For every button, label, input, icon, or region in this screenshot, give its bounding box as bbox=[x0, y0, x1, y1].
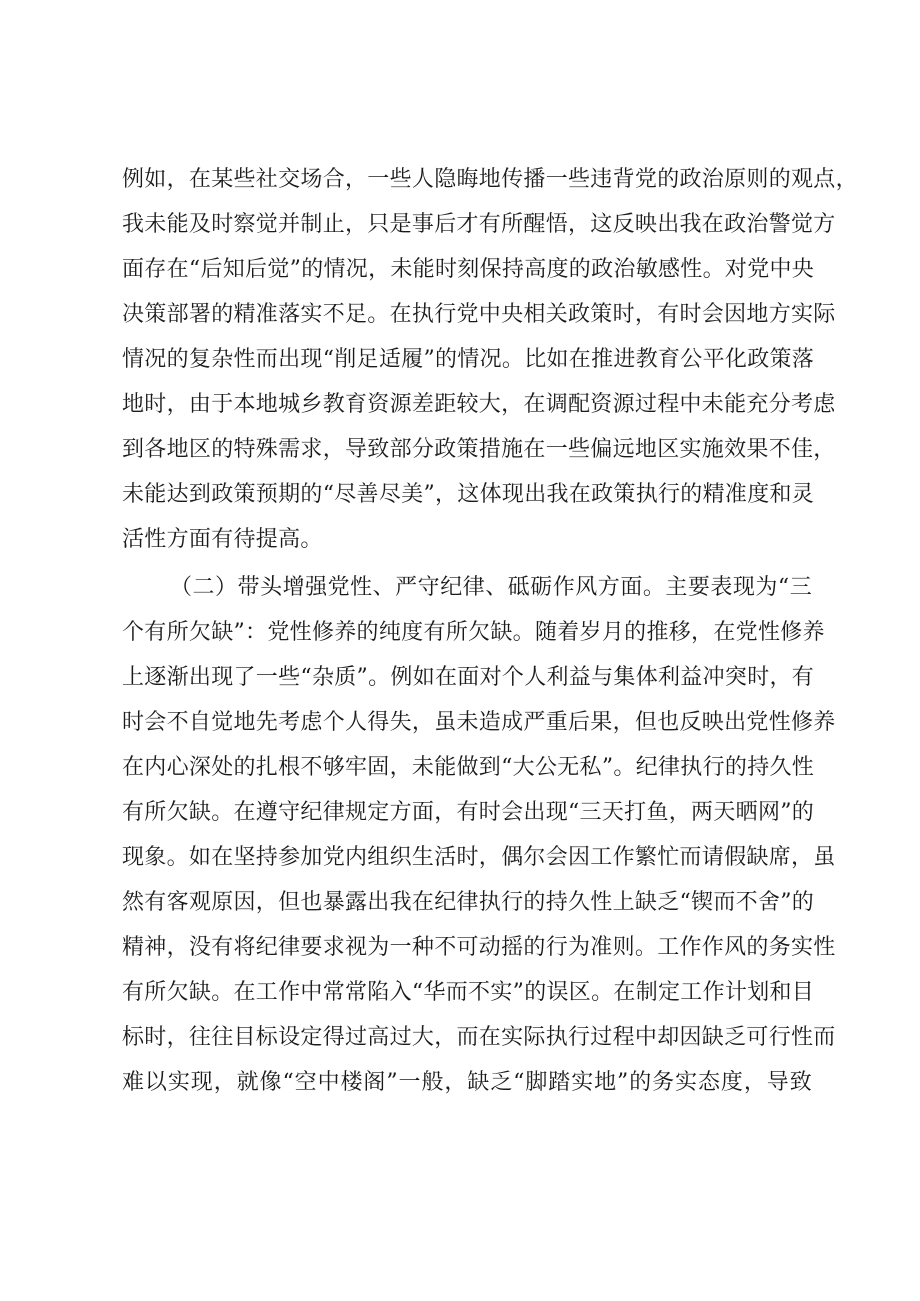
text-line: 然有客观原因，但也暴露出我在纪律执行的持久性上缺乏“锲而不舍”的 bbox=[122, 890, 815, 915]
text-line: 难以实现，就像“空中楼阁”一般，缺乏“脚踏实地”的务实态度，导致 bbox=[122, 1070, 812, 1095]
section-heading-line: （二）带头增强党性、严守纪律、砥砺作风方面。主要表现为“三 bbox=[170, 575, 812, 600]
text-line: 现象。如在坚持参加党内组织生活时，偶尔会因工作繁忙而请假缺席，虽 bbox=[122, 845, 836, 870]
text-line: 面存在“后知后觉”的情况，未能时刻保持高度的政治敏感性。对党中央 bbox=[122, 257, 815, 282]
text-line: 精神，没有将纪律要求视为一种不可动摇的行为准则。工作作风的务实性 bbox=[122, 935, 836, 960]
text-line: 在内心深处的扎根不够牢固，未能做到“大公无私”。纪律执行的持久性 bbox=[122, 755, 815, 780]
text-line: 有所欠缺。在遵守纪律规定方面，有时会出现“三天打鱼，两天晒网”的 bbox=[122, 800, 815, 825]
text-line: 活性方面有待提高。 bbox=[122, 527, 323, 552]
text-line: 我未能及时察觉并制止，只是事后才有所醒悟，这反映出我在政治警觉方 bbox=[122, 212, 836, 237]
text-line: 未能达到政策预期的“尽善尽美”，这体现出我在政策执行的精准度和灵 bbox=[122, 482, 815, 507]
text-line: 上逐渐出现了一些“杂质”。例如在面对个人利益与集体利益冲突时，有 bbox=[122, 665, 815, 690]
text-line: 有所欠缺。在工作中常常陷入“华而不实”的误区。在制定工作计划和目 bbox=[122, 980, 815, 1005]
text-line: 个有所欠缺”：党性修养的纯度有所欠缺。随着岁月的推移，在党性修养 bbox=[122, 620, 825, 645]
text-line: 决策部署的精准落实不足。在执行党中央相关政策时，有时会因地方实际 bbox=[122, 302, 836, 327]
text-line: 地时，由于本地城乡教育资源差距较大，在调配资源过程中未能充分考虑 bbox=[122, 392, 836, 417]
text-line: 标时，往往目标设定得过高过大，而在实际执行过程中却因缺乏可行性而 bbox=[122, 1025, 836, 1050]
text-line: 时会不自觉地先考虑个人得失，虽未造成严重后果，但也反映出党性修养 bbox=[122, 710, 836, 735]
text-line: 到各地区的特殊需求，导致部分政策措施在一些偏远地区实施效果不佳， bbox=[122, 437, 836, 462]
text-line: 例如，在某些社交场合，一些人隐晦地传播一些违背党的政治原则的观点， bbox=[122, 167, 858, 192]
text-line: 情况的复杂性而出现“削足适履”的情况。比如在推进教育公平化政策落 bbox=[122, 347, 815, 372]
